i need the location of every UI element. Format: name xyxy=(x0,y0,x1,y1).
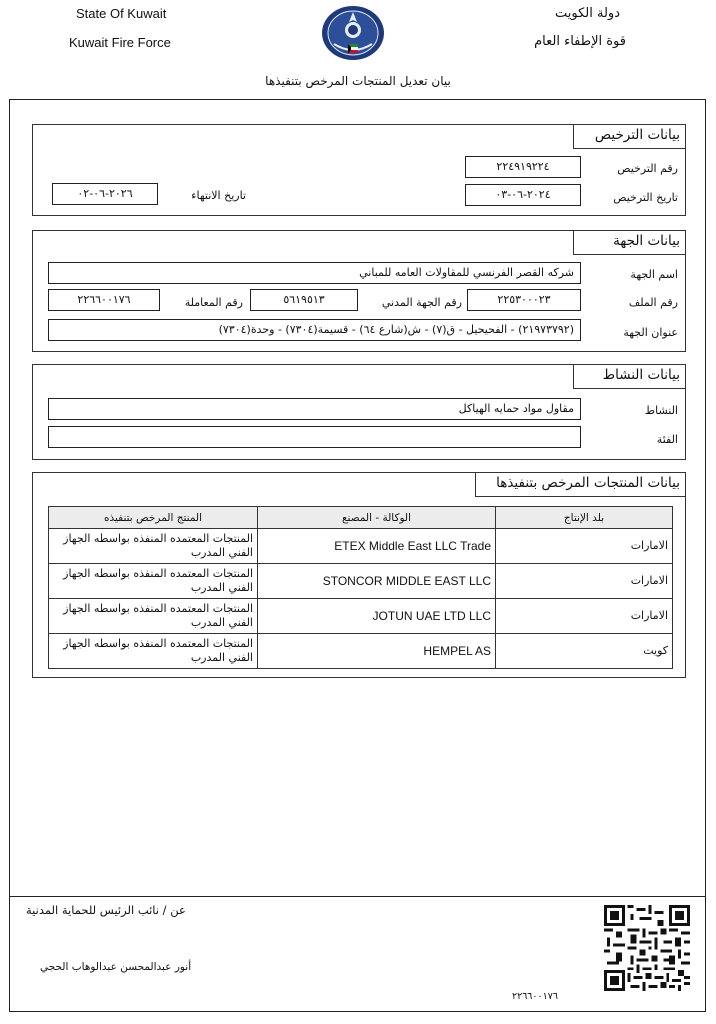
entity-civil-label: رقم الجهة المدني xyxy=(381,296,462,309)
entity-transaction-field: ٢٢٦٦٠٠١٧٦ xyxy=(48,289,160,311)
on-behalf-text: عن / نائب الرئيس للحماية المدنية xyxy=(26,903,186,917)
kuwait-fire-force-emblem-icon xyxy=(320,4,386,62)
col-header-product: المنتج المرخص بتنفيذه xyxy=(49,507,258,529)
cell-country: الامارات xyxy=(496,599,673,634)
activity-section-title: بيانات النشاط xyxy=(602,367,680,383)
footer-transaction-number: ٢٢٦٦٠٠١٧٦ xyxy=(512,991,558,1002)
document-title: بيان تعديل المنتجات المرخص بتنفيذها xyxy=(265,74,451,88)
table-row xyxy=(49,529,673,564)
license-date-label: تاريخ الترخيص xyxy=(613,191,678,204)
license-number-label: رقم الترخيص xyxy=(617,162,678,175)
license-expiry-field: ٢٠٢٦-٠٦-٠٢ xyxy=(52,183,158,205)
license-number-field: ٢٢٤٩١٩٢٢٤ xyxy=(465,156,581,178)
col-header-agency: الوكالة - المصنع xyxy=(258,507,496,529)
entity-name-field: شركه القصر الفرنسي للمقاولات العامه للمباني xyxy=(48,262,581,284)
entity-name-label: اسم الجهة xyxy=(630,268,678,281)
header-ar-agency: قوة الإطفاء العام xyxy=(534,34,626,49)
cell-agency: ETEX Middle East LLC Trade xyxy=(258,529,496,564)
category-field xyxy=(48,426,581,448)
entity-civil-field: ٥٦١٩٥١٣ xyxy=(250,289,358,311)
cell-product: المنتجات المعتمده المنفذه بواسطه الجهاز الفني المدرب xyxy=(49,564,258,599)
qr-code-icon xyxy=(604,905,690,991)
header-en-agency: Kuwait Fire Force xyxy=(69,35,171,50)
signatory-name: أنور عبدالمحسن عبدالوهاب الحجي xyxy=(40,961,192,973)
cell-country: الامارات xyxy=(496,529,673,564)
table-row xyxy=(49,634,673,669)
cell-agency: STONCOR MIDDLE EAST LLC xyxy=(258,564,496,599)
col-header-country: بلد الإنتاج xyxy=(496,507,673,529)
license-section-title: بيانات الترخيص xyxy=(594,127,680,143)
footer-divider xyxy=(9,896,706,897)
products-table xyxy=(48,506,673,669)
cell-country: كويت xyxy=(496,634,673,669)
cell-product: المنتجات المعتمده المنفذه بواسطه الجهاز الفني المدرب xyxy=(49,634,258,669)
products-section-title: بيانات المنتجات المرخص بتنفيذها xyxy=(496,475,680,491)
cell-agency: JOTUN UAE LTD LLC xyxy=(258,599,496,634)
cell-product: المنتجات المعتمده المنفذه بواسطه الجهاز الفني المدرب xyxy=(49,599,258,634)
entity-transaction-label: رقم المعاملة xyxy=(184,296,243,309)
cell-agency: HEMPEL AS xyxy=(258,634,496,669)
table-row xyxy=(49,599,673,634)
entity-file-field: ٢٢٥٣٠٠٠٢٣ xyxy=(467,289,581,311)
entity-section-title: بيانات الجهة xyxy=(613,233,680,249)
license-date-field: ٢٠٢٤-٠٦-٠٣ xyxy=(465,184,581,206)
activity-label: النشاط xyxy=(644,404,678,417)
header-en-state: State Of Kuwait xyxy=(76,6,167,21)
table-row xyxy=(49,564,673,599)
header-ar-state: دولة الكويت xyxy=(555,6,620,21)
cell-country: الامارات xyxy=(496,564,673,599)
activity-field: مقاول مواد حمايه الهياكل xyxy=(48,398,581,420)
cell-product: المنتجات المعتمده المنفذه بواسطه الجهاز الفني المدرب xyxy=(49,529,258,564)
entity-file-label: رقم الملف xyxy=(628,296,678,309)
entity-address-label: عنوان الجهة xyxy=(623,326,678,339)
entity-address-field: (٢١٩٧٣٧٩٢) - الفحيحيل - ق(٧) - ش(شارع ٦٤) - قسيمة(٧٣٠٤) - وحدة(٧٣٠٤) xyxy=(48,319,581,341)
category-label: الفئة xyxy=(656,433,678,446)
license-expiry-label: تاريخ الانتهاء xyxy=(191,189,246,202)
